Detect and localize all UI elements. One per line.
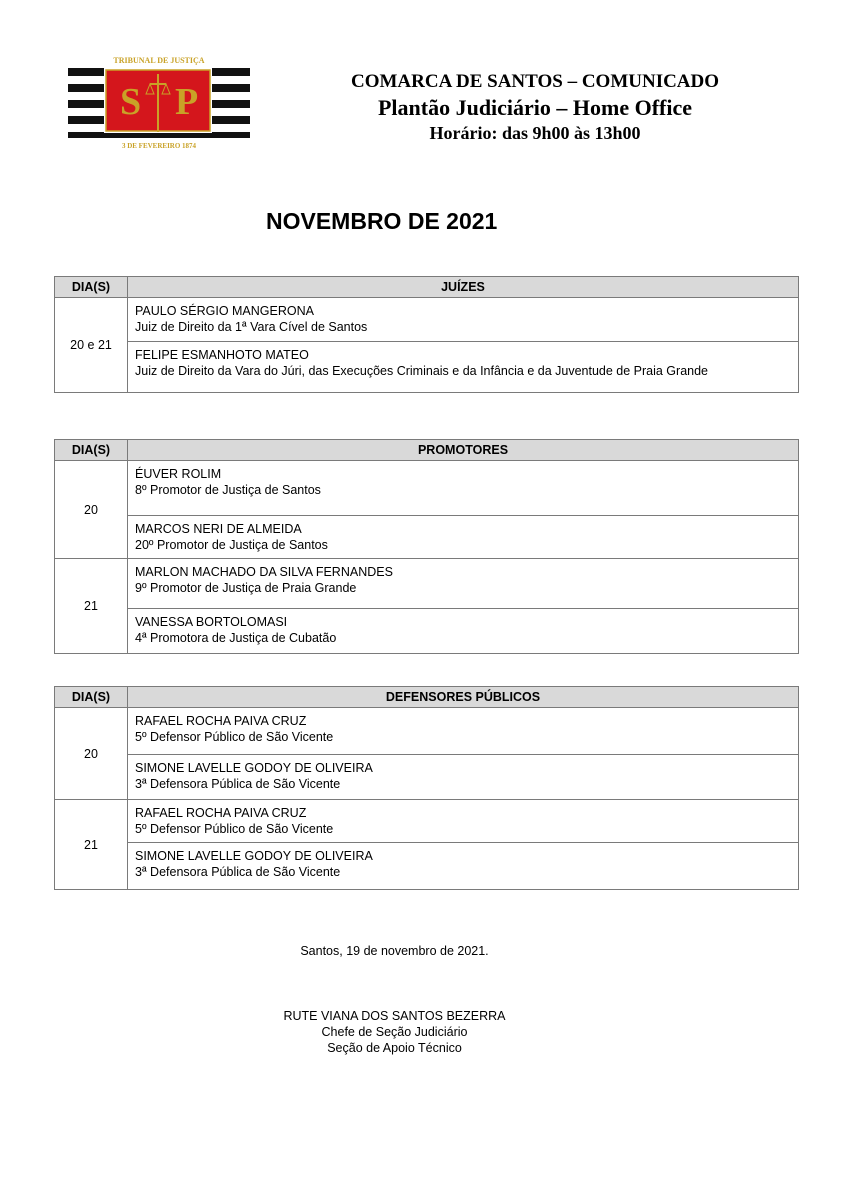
person-name: RAFAEL ROCHA PAIVA CRUZ (135, 806, 307, 820)
col-header-day: DIA(S) (55, 277, 128, 298)
person-name: MARCOS NERI DE ALMEIDA (135, 522, 302, 536)
col-header-day: DIA(S) (55, 687, 128, 708)
day-cell: 21 (55, 800, 128, 890)
table-row (55, 516, 799, 559)
person-name: PAULO SÉRGIO MANGERONA (135, 304, 314, 318)
person-role: 3ª Defensora Pública de São Vicente (135, 777, 341, 791)
person-name: ÉUVER ROLIM (135, 467, 222, 481)
table-row (55, 342, 799, 393)
person-name: VANESSA BORTOLOMASI (135, 615, 288, 629)
person-role: 20º Promotor de Justiça de Santos (135, 538, 328, 552)
header-hours: Horário: das 9h00 às 13h00 (429, 123, 641, 143)
day-cell: 20 e 21 (55, 298, 128, 393)
person-name: SIMONE LAVELLE GODOY DE OLIVEIRA (135, 761, 373, 775)
col-header-title: PROMOTORES (128, 440, 799, 461)
signer-name: RUTE VIANA DOS SANTOS BEZERRA (283, 1009, 506, 1023)
person-role: Juiz de Direito da Vara do Júri, das Execuções Criminais e da Infância e da Juventude de Praia Grande (135, 364, 709, 378)
person-role: 8º Promotor de Justiça de Santos (135, 483, 321, 497)
day-cell: 20 (55, 461, 128, 559)
table-row (55, 609, 799, 654)
table-row (55, 559, 799, 609)
person-role: 5º Defensor Público de São Vicente (135, 730, 334, 744)
person-role: 3ª Defensora Pública de São Vicente (135, 865, 341, 879)
person-cell (128, 461, 799, 516)
person-cell (128, 342, 799, 393)
table-header-row (55, 687, 799, 708)
person-role: 5º Defensor Público de São Vicente (135, 822, 334, 836)
table-header-row (55, 440, 799, 461)
person-name: MARLON MACHADO DA SILVA FERNANDES (135, 565, 393, 579)
person-cell (128, 516, 799, 559)
person-cell (128, 755, 799, 800)
table-row (55, 755, 799, 800)
date-line: Santos, 19 de novembro de 2021. (300, 944, 489, 958)
month-title: NOVEMBRO DE 2021 (266, 208, 498, 234)
header-subtitle: Plantão Judiciário – Home Office (377, 95, 693, 120)
person-role: Juiz de Direito da 1ª Vara Cível de Santos (135, 320, 368, 334)
table-row (55, 708, 799, 755)
person-cell (128, 843, 799, 890)
col-header-day: DIA(S) (55, 440, 128, 461)
table-row (55, 461, 799, 516)
tribunal-logo (68, 54, 250, 150)
logo-top-text: TRIBUNAL DE JUSTIÇA (113, 56, 205, 65)
table-header-row (55, 277, 799, 298)
col-header-title: DEFENSORES PÚBLICOS (128, 687, 799, 708)
person-cell (128, 298, 799, 342)
prosecutors-table (54, 439, 799, 654)
signature-block (0, 1008, 789, 1056)
person-name: RAFAEL ROCHA PAIVA CRUZ (135, 714, 307, 728)
logo-letter-s: S (120, 81, 142, 123)
day-cell: 21 (55, 559, 128, 654)
person-name: FELIPE ESMANHOTO MATEO (135, 348, 309, 362)
person-name: SIMONE LAVELLE GODOY DE OLIVEIRA (135, 849, 373, 863)
day-cell: 20 (55, 708, 128, 800)
person-cell (128, 609, 799, 654)
person-role: 9º Promotor de Justiça de Praia Grande (135, 581, 357, 595)
col-header-title: JUÍZES (128, 277, 799, 298)
defenders-table (54, 686, 799, 890)
signer-department: Seção de Apoio Técnico (327, 1041, 462, 1055)
header-block (290, 70, 780, 145)
table-row (55, 843, 799, 890)
person-role: 4ª Promotora de Justiça de Cubatão (135, 631, 337, 645)
person-cell (128, 559, 799, 609)
logo-letter-p: P (175, 81, 199, 123)
signer-title: Chefe de Seção Judiciário (321, 1025, 468, 1039)
person-cell (128, 800, 799, 843)
judges-table (54, 276, 799, 393)
table-row (55, 298, 799, 342)
logo-bottom-text: 3 DE FEVEREIRO 1874 (121, 142, 197, 150)
person-cell (128, 708, 799, 755)
table-row (55, 800, 799, 843)
header-title: COMARCA DE SANTOS – COMUNICADO (350, 71, 720, 92)
